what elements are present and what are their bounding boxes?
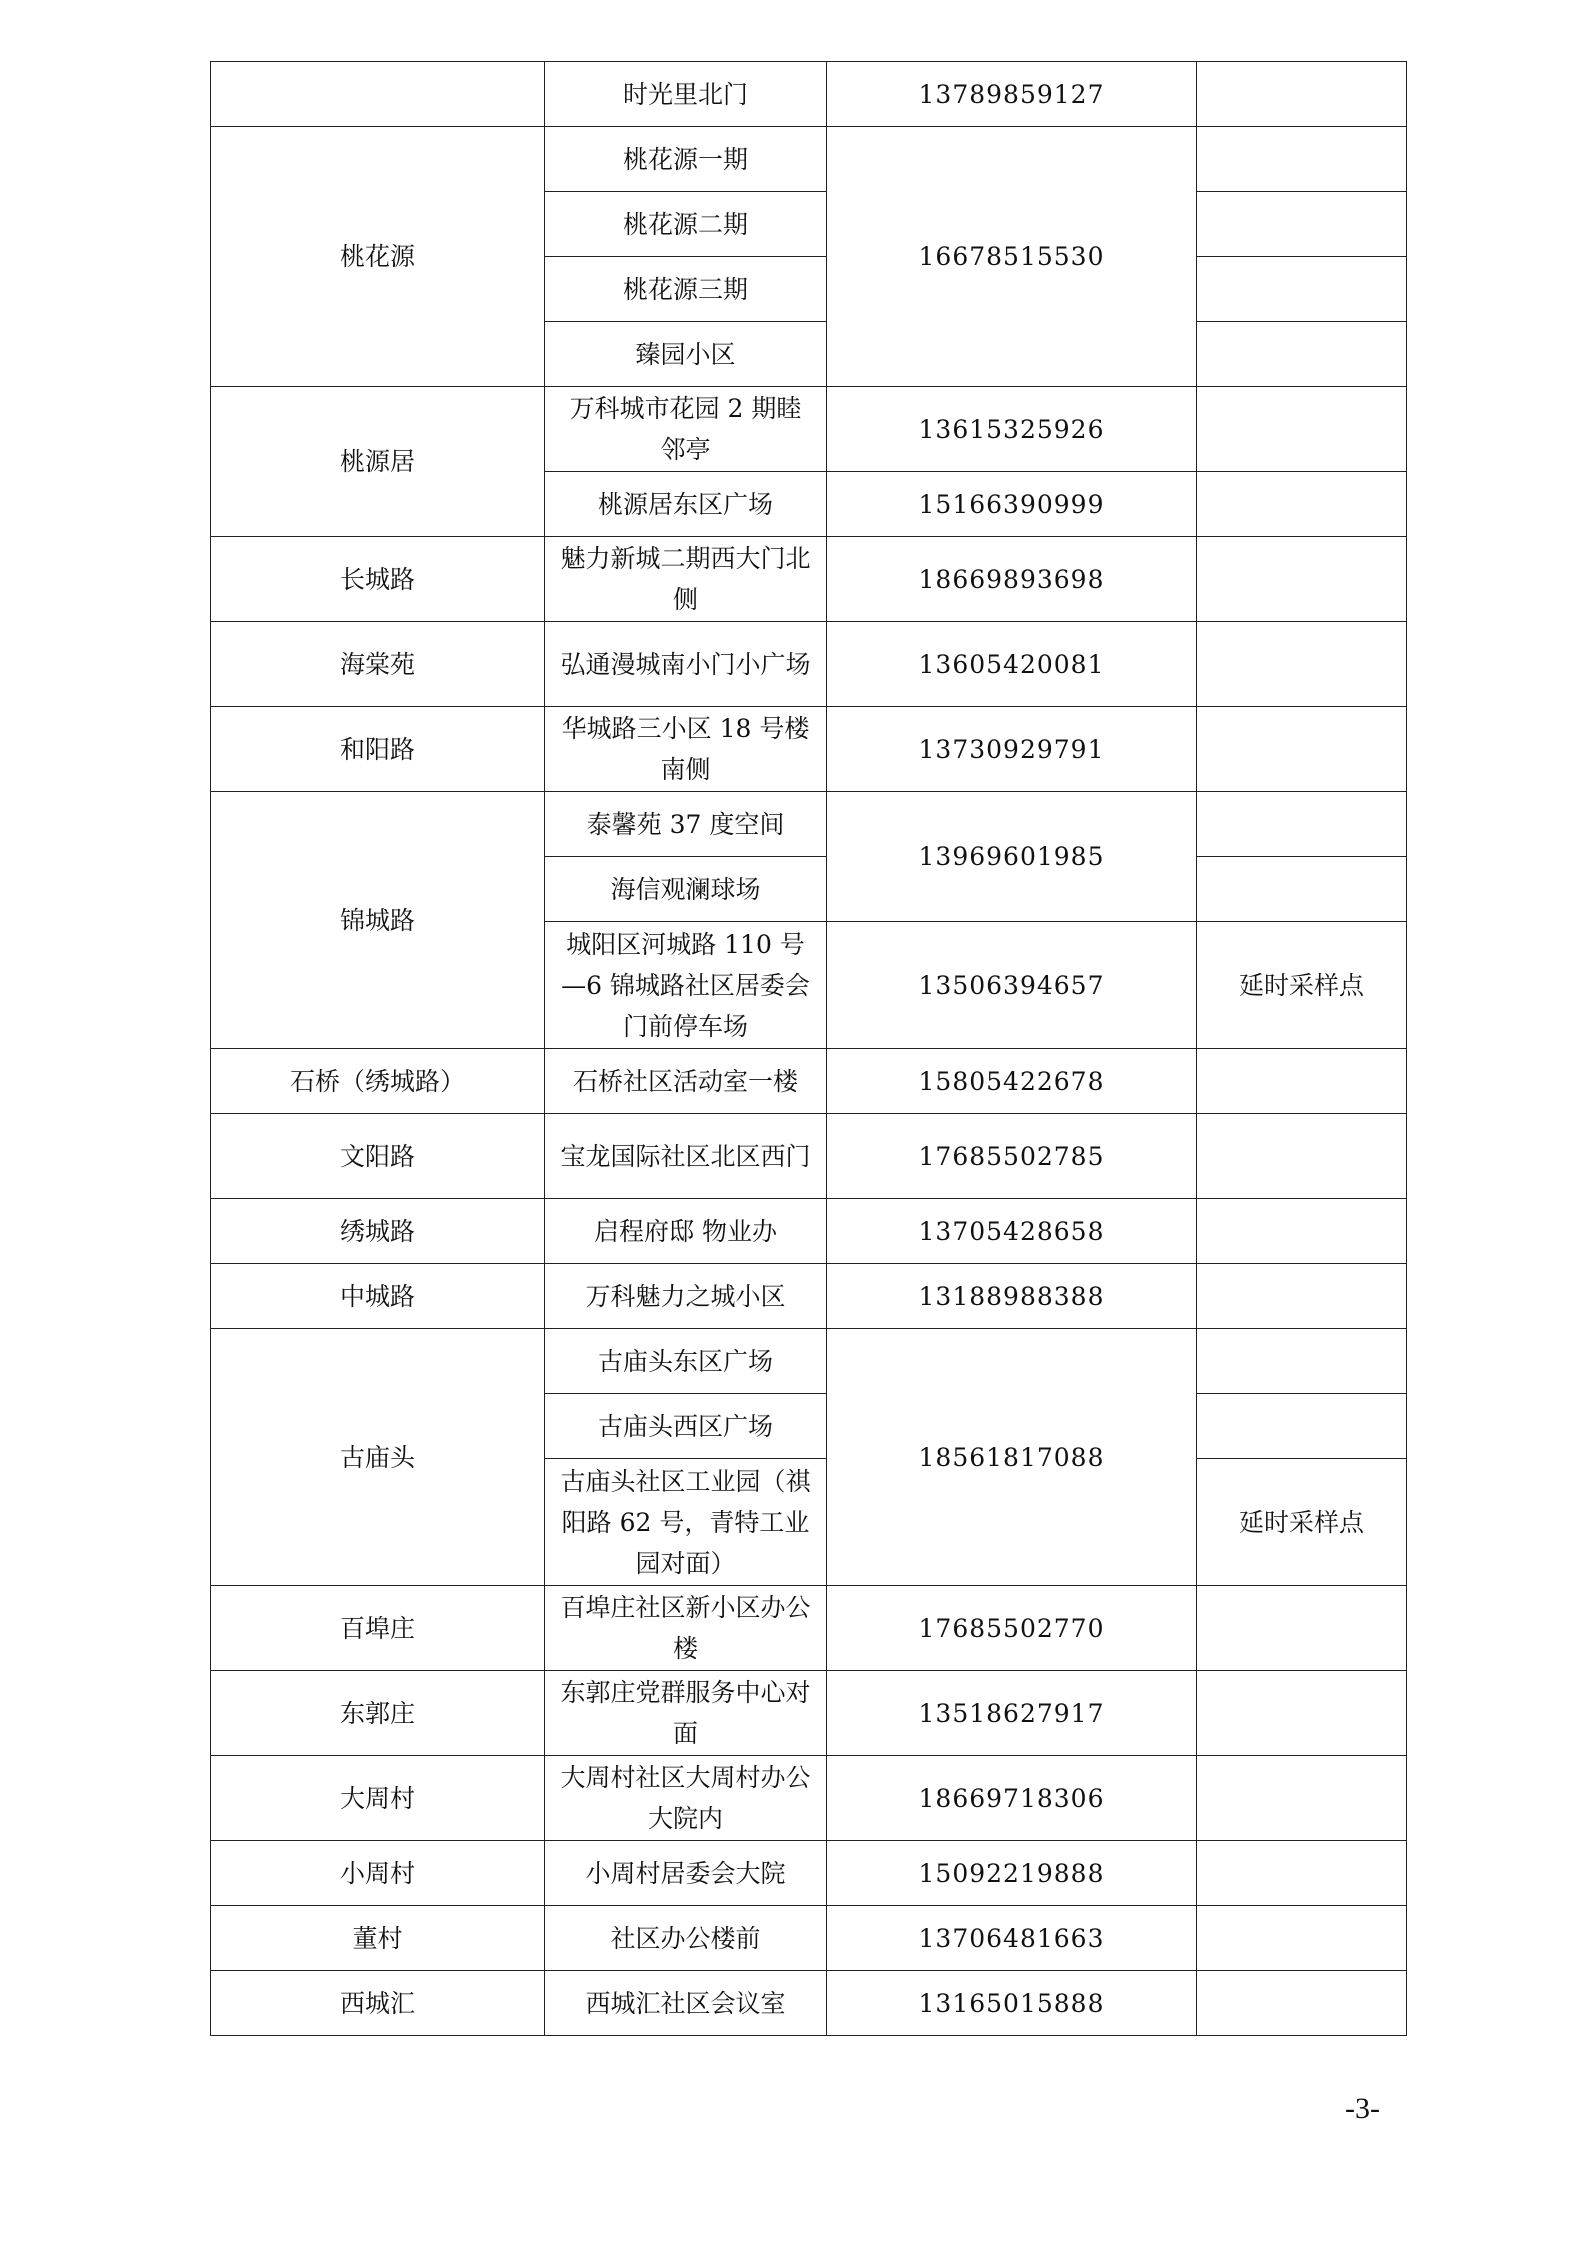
community-cell: 绣城路 <box>211 1199 545 1264</box>
table-row <box>211 537 1407 622</box>
site-cell: 启程府邸 物业办 <box>545 1199 827 1264</box>
table-row <box>211 1586 1407 1671</box>
phone-cell: 15166390999 <box>827 472 1197 537</box>
note-cell <box>1197 1049 1407 1114</box>
phone-cell: 17685502785 <box>827 1114 1197 1199</box>
note-cell <box>1197 192 1407 257</box>
testing-sites-table <box>210 61 1407 2036</box>
phone-cell: 13188988388 <box>827 1264 1197 1329</box>
community-cell: 董村 <box>211 1906 545 1971</box>
phone-cell: 13518627917 <box>827 1671 1197 1756</box>
phone-cell: 13730929791 <box>827 707 1197 792</box>
note-cell <box>1197 322 1407 387</box>
site-cell: 桃源居东区广场 <box>545 472 827 537</box>
note-cell: 延时采样点 <box>1197 922 1407 1049</box>
table-row <box>211 387 1407 472</box>
phone-cell: 18561817088 <box>827 1329 1197 1586</box>
note-cell <box>1197 1841 1407 1906</box>
phone-cell: 13506394657 <box>827 922 1197 1049</box>
site-cell: 古庙头社区工业园（祺阳路 62 号，青特工业园对面） <box>545 1459 827 1586</box>
site-cell: 百埠庄社区新小区办公楼 <box>545 1586 827 1671</box>
table-row <box>211 1329 1407 1394</box>
site-cell: 东郭庄党群服务中心对面 <box>545 1671 827 1756</box>
table-row <box>211 1906 1407 1971</box>
community-cell: 西城汇 <box>211 1971 545 2036</box>
site-cell: 万科魅力之城小区 <box>545 1264 827 1329</box>
note-cell: 延时采样点 <box>1197 1459 1407 1586</box>
site-cell: 西城汇社区会议室 <box>545 1971 827 2036</box>
table-row <box>211 1841 1407 1906</box>
site-cell: 万科城市花园 2 期睦邻亭 <box>545 387 827 472</box>
table-row <box>211 1756 1407 1841</box>
table-row <box>211 1049 1407 1114</box>
table-row <box>211 1671 1407 1756</box>
note-cell <box>1197 1906 1407 1971</box>
note-cell <box>1197 1114 1407 1199</box>
note-cell <box>1197 62 1407 127</box>
note-cell <box>1197 472 1407 537</box>
community-cell: 桃花源 <box>211 127 545 387</box>
site-cell: 泰馨苑 37 度空间 <box>545 792 827 857</box>
community-cell: 小周村 <box>211 1841 545 1906</box>
community-cell: 东郭庄 <box>211 1671 545 1756</box>
community-cell: 和阳路 <box>211 707 545 792</box>
note-cell <box>1197 257 1407 322</box>
site-cell: 石桥社区活动室一楼 <box>545 1049 827 1114</box>
note-cell <box>1197 387 1407 472</box>
table-row <box>211 127 1407 192</box>
site-cell: 弘通漫城南小门小广场 <box>545 622 827 707</box>
community-cell: 锦城路 <box>211 792 545 1049</box>
table-row <box>211 707 1407 792</box>
note-cell <box>1197 1329 1407 1394</box>
site-cell: 古庙头东区广场 <box>545 1329 827 1394</box>
table-row <box>211 1264 1407 1329</box>
site-cell: 桃花源二期 <box>545 192 827 257</box>
phone-cell: 18669893698 <box>827 537 1197 622</box>
phone-cell: 13789859127 <box>827 62 1197 127</box>
site-cell: 时光里北门 <box>545 62 827 127</box>
note-cell <box>1197 537 1407 622</box>
phone-cell: 13165015888 <box>827 1971 1197 2036</box>
community-cell: 海棠苑 <box>211 622 545 707</box>
site-cell: 社区办公楼前 <box>545 1906 827 1971</box>
note-cell <box>1197 127 1407 192</box>
phone-cell: 15092219888 <box>827 1841 1197 1906</box>
note-cell <box>1197 1756 1407 1841</box>
phone-cell: 13969601985 <box>827 792 1197 922</box>
community-cell: 文阳路 <box>211 1114 545 1199</box>
table-row <box>211 622 1407 707</box>
table-row <box>211 1199 1407 1264</box>
note-cell <box>1197 1264 1407 1329</box>
note-cell <box>1197 857 1407 922</box>
table-row <box>211 1971 1407 2036</box>
site-cell: 小周村居委会大院 <box>545 1841 827 1906</box>
community-cell: 百埠庄 <box>211 1586 545 1671</box>
table-row <box>211 1114 1407 1199</box>
phone-cell: 15805422678 <box>827 1049 1197 1114</box>
site-cell: 魅力新城二期西大门北侧 <box>545 537 827 622</box>
site-cell: 宝龙国际社区北区西门 <box>545 1114 827 1199</box>
note-cell <box>1197 622 1407 707</box>
page-number: -3- <box>1345 2092 1380 2125</box>
note-cell <box>1197 792 1407 857</box>
site-cell: 城阳区河城路 110 号—6 锦城路社区居委会门前停车场 <box>545 922 827 1049</box>
community-cell: 大周村 <box>211 1756 545 1841</box>
note-cell <box>1197 1394 1407 1459</box>
site-cell: 大周村社区大周村办公大院内 <box>545 1756 827 1841</box>
community-cell: 古庙头 <box>211 1329 545 1586</box>
site-cell: 桃花源一期 <box>545 127 827 192</box>
table-row <box>211 62 1407 127</box>
community-cell: 长城路 <box>211 537 545 622</box>
note-cell <box>1197 1586 1407 1671</box>
table-row <box>211 792 1407 857</box>
site-cell: 臻园小区 <box>545 322 827 387</box>
site-cell: 华城路三小区 18 号楼南侧 <box>545 707 827 792</box>
community-cell: 桃源居 <box>211 387 545 537</box>
note-cell <box>1197 1671 1407 1756</box>
phone-cell: 17685502770 <box>827 1586 1197 1671</box>
note-cell <box>1197 707 1407 792</box>
phone-cell: 13705428658 <box>827 1199 1197 1264</box>
phone-cell: 13615325926 <box>827 387 1197 472</box>
site-cell: 古庙头西区广场 <box>545 1394 827 1459</box>
note-cell <box>1197 1971 1407 2036</box>
site-cell: 海信观澜球场 <box>545 857 827 922</box>
community-cell: 中城路 <box>211 1264 545 1329</box>
phone-cell: 13706481663 <box>827 1906 1197 1971</box>
note-cell <box>1197 1199 1407 1264</box>
community-cell: 石桥（绣城路） <box>211 1049 545 1114</box>
phone-cell: 13605420081 <box>827 622 1197 707</box>
phone-cell: 18669718306 <box>827 1756 1197 1841</box>
phone-cell: 16678515530 <box>827 127 1197 387</box>
site-cell: 桃花源三期 <box>545 257 827 322</box>
community-cell <box>211 62 545 127</box>
